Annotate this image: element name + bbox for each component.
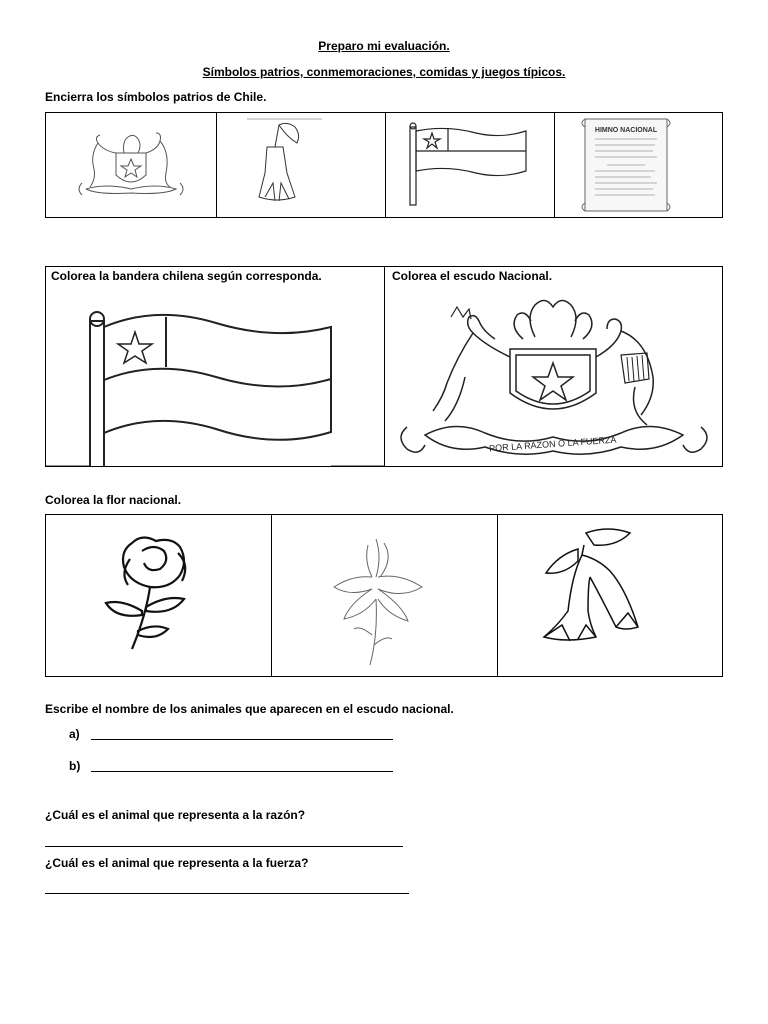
flower-cell-rose[interactable] [46,515,272,676]
coloring-table [45,266,723,467]
answer-b-line[interactable] [91,771,393,772]
symbols-table [45,112,723,218]
question-fuerza-answer-line[interactable] [45,893,409,894]
coat-of-arms-motto: POR LA RAZON O LA FUERZA [488,434,617,454]
page-subtitle: Símbolos patrios, conmemoraciones, comidas y juegos típicos. [202,65,566,79]
chilean-flag-large-icon [46,287,384,466]
symbol-cell-coat-of-arms[interactable] [46,113,217,217]
question-razon-answer-line[interactable] [45,846,403,847]
flag-coloring-cell[interactable] [46,267,385,466]
flag-coloring-label: Colorea la bandera chilena según corresponda. [51,269,322,283]
coat-of-arms-icon [46,113,216,217]
coat-of-arms-coloring-label: Colorea el escudo Nacional. [392,269,553,283]
symbol-cell-copihue[interactable] [217,113,386,217]
coat-of-arms-large-icon [385,287,723,466]
symbol-cell-flag[interactable] [386,113,555,217]
himno-scroll-icon [555,113,723,217]
lily-icon [272,515,497,676]
flowers-table [45,514,723,677]
copihue-flower-icon [217,113,385,217]
chilean-flag-small-icon [386,113,554,217]
symbol-cell-himno[interactable] [555,113,724,217]
himno-title: HIMNO NACIONAL [594,127,658,134]
question-razon: ¿Cuál es el animal que representa a la razón? [45,808,306,822]
copihue-large-icon [498,515,723,676]
flower-cell-lily[interactable] [272,515,498,676]
page-title: Preparo mi evaluación. [318,39,450,53]
answer-b-label: b) [69,759,81,773]
coat-of-arms-coloring-cell[interactable] [385,267,724,466]
question-fuerza: ¿Cuál es el animal que representa a la fuerza? [45,856,309,870]
flower-cell-copihue[interactable] [498,515,724,676]
section3-instruction: Colorea la flor nacional. [45,493,182,507]
section4-instruction: Escribe el nombre de los animales que aparecen en el escudo nacional. [45,702,454,716]
section1-instruction: Encierra los símbolos patrios de Chile. [45,90,267,104]
rose-icon [46,515,271,676]
answer-a-line[interactable] [91,739,393,740]
answer-a-label: a) [69,727,80,741]
